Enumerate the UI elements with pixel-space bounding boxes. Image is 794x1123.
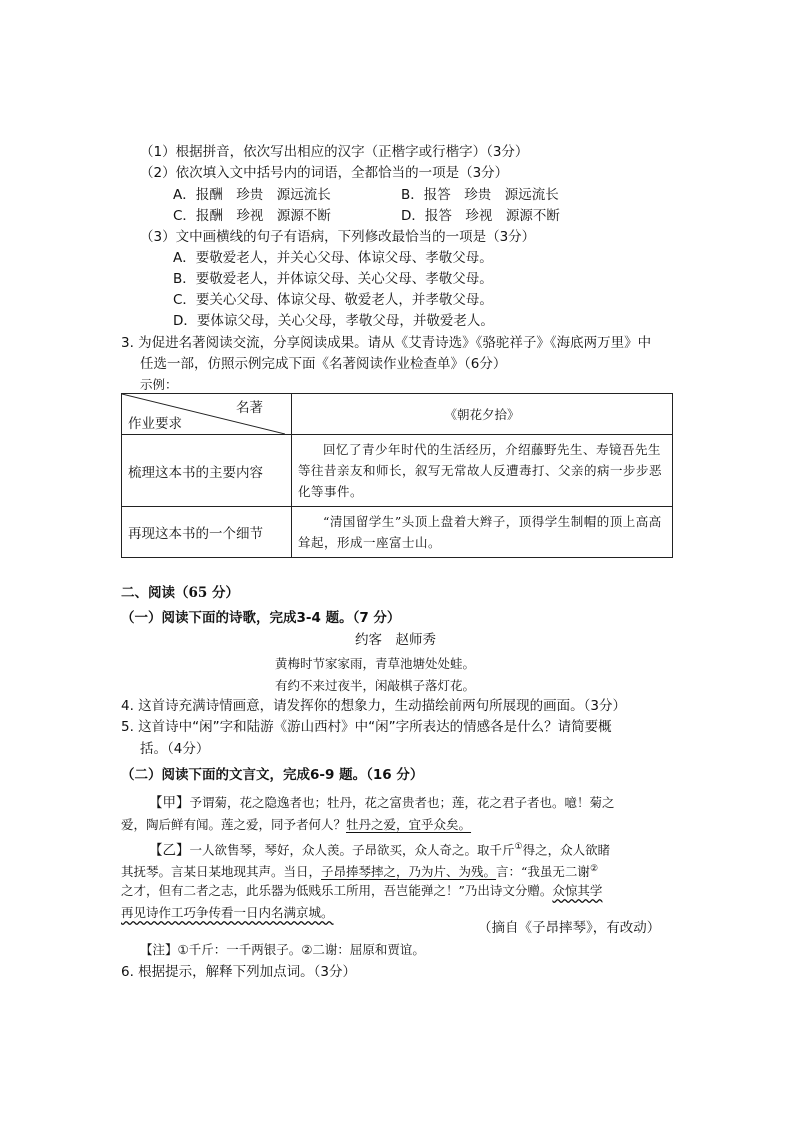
q2-sub3: （3）文中画横线的句子有语病，下列修改最恰当的一项是（3分） bbox=[140, 229, 536, 245]
q2-option-a: A．报酬 珍贵 源远流长 bbox=[173, 187, 331, 203]
q2-fix-c: C．要关心父母、体谅父母、敬爱老人，并孝敬父母。 bbox=[173, 292, 493, 308]
yi-line-4 bbox=[121, 904, 334, 922]
footnote: 【注】①千斤：一千两银子。②二谢：屈原和贾谊。 bbox=[140, 942, 425, 957]
header-book-label: 名著 bbox=[236, 400, 263, 416]
table-row2-label: 再现这本书的一个细节 bbox=[122, 507, 292, 558]
table-book-title: 《朝花夕拾》 bbox=[292, 394, 673, 435]
header-requirement-label: 作业要求 bbox=[128, 416, 182, 432]
q2-fix-b: B．要敬爱老人，并体谅父母、关心父母、孝敬父母。 bbox=[173, 271, 493, 287]
jia-line-1: 【甲】予谓菊，花之隐逸者也；牡丹，花之富贵者也；莲，花之君子者也。噫！菊之 bbox=[149, 795, 615, 811]
yi-wavy-sentence-end: 再见诗作工巧争传看一日内名满京城。 bbox=[121, 905, 334, 920]
poem-line-2: 有约不来过夜半，闲敲棋子落灯花。 bbox=[275, 678, 476, 693]
q3-line2: 任选一部，仿照示例完成下面《名著阅读作业检查单》（6分） bbox=[140, 356, 507, 372]
table-row2-content: “清国留学生”头顶上盘着大辫子，顶得学生制帽的顶上高高耸起，形成一座富士山。 bbox=[292, 507, 673, 558]
source-citation: （摘自《子昂摔琴》，有改动） bbox=[478, 920, 661, 936]
q2-sub2: （2）依次填入文中括号内的词语，全都恰当的一项是（3分） bbox=[140, 165, 509, 181]
question-4: 4. 这首诗充满诗情画意，请发挥你的想象力，生动描绘前两句所展现的画面。（3分） bbox=[121, 698, 627, 714]
q3-line1: 3. 为促进名著阅读交流，分享阅读成果。请从《艾青诗选》《骆驼祥子》《海底两万里》中 bbox=[121, 335, 652, 351]
poem-line-1: 黄梅时节家家雨，青草池塘处处蛙。 bbox=[275, 656, 476, 671]
yi-wavy-sentence-start: 众惊其学 bbox=[552, 883, 603, 898]
reading-checklist-table bbox=[121, 393, 673, 558]
yi-line-2: 其抚琴。言某日某地现其声。当日，子昂捧琴摔之，乃为片、为残。言：“我虽无二谢② bbox=[121, 864, 599, 880]
part1-heading: （一）阅读下面的诗歌，完成3-4 题。（7 分） bbox=[121, 610, 401, 626]
jia-underlined-sentence: 牡丹之爱，宜乎众矣。 bbox=[346, 817, 472, 832]
q2-fix-d: D．要体谅父母，关心父母，孝敬父母，并敬爱老人。 bbox=[173, 313, 494, 329]
yi-mark: 【乙】 bbox=[149, 842, 190, 859]
jia-mark: 【甲】 bbox=[149, 795, 190, 811]
question-5-line2: 括。（4分） bbox=[140, 741, 210, 757]
yi-underlined-sentence: 子昂捧琴摔之，乃为片、为残。 bbox=[321, 864, 497, 880]
yi-line-1: 【乙】一人欲售琴，琴好，众人羡。子昂欲买，众人奇之。取千斤①得之，众人欲睹 bbox=[149, 842, 611, 859]
yi-line-3: 之才，但有二者之志，此乐器为低贱乐工所用，吾岂能弹之！”乃出诗文分赠。众惊其学 bbox=[121, 883, 603, 898]
q2-option-c: C．报酬 珍视 源源不断 bbox=[173, 208, 331, 224]
q2-option-b: B．报答 珍贵 源远流长 bbox=[401, 187, 559, 203]
part2-heading: （二）阅读下面的文言文，完成6-9 题。（16 分） bbox=[121, 767, 424, 783]
table-header-diagonal-cell bbox=[122, 394, 292, 435]
table-row1-label: 梳理这本书的主要内容 bbox=[122, 435, 292, 507]
q2-option-d: D．报答 珍视 源源不断 bbox=[401, 208, 560, 224]
question-6: 6. 根据提示，解释下列加点词。（3分） bbox=[121, 964, 357, 980]
question-5-line1: 5. 这首诗中“闲”字和陆游《游山西村》中“闲”字所表达的情感各是什么？请简要概 bbox=[121, 719, 612, 735]
jia-line-2: 爱，陶后鲜有闻。莲之爱，同予者何人？牡丹之爱，宜乎众矣。 bbox=[121, 817, 472, 832]
poem-title: 约客 赵师秀 bbox=[355, 632, 436, 648]
q3-example-label: 示例： bbox=[140, 377, 178, 392]
q2-fix-a: A．要敬爱老人，并关心父母、体谅父母、孝敬父母。 bbox=[173, 250, 493, 266]
section-reading-heading: 二、阅读（65 分） bbox=[121, 585, 239, 601]
table-row1-content: 回忆了青少年时代的生活经历，介绍藤野先生、寿镜吾先生等往昔亲友和师长，叙写无常故人反遭毒打、父亲的病一步步恶化等事件。 bbox=[292, 435, 673, 507]
q2-sub1: （1）根据拼音，依次写出相应的汉字（正楷字或行楷字）（3分） bbox=[140, 144, 529, 160]
